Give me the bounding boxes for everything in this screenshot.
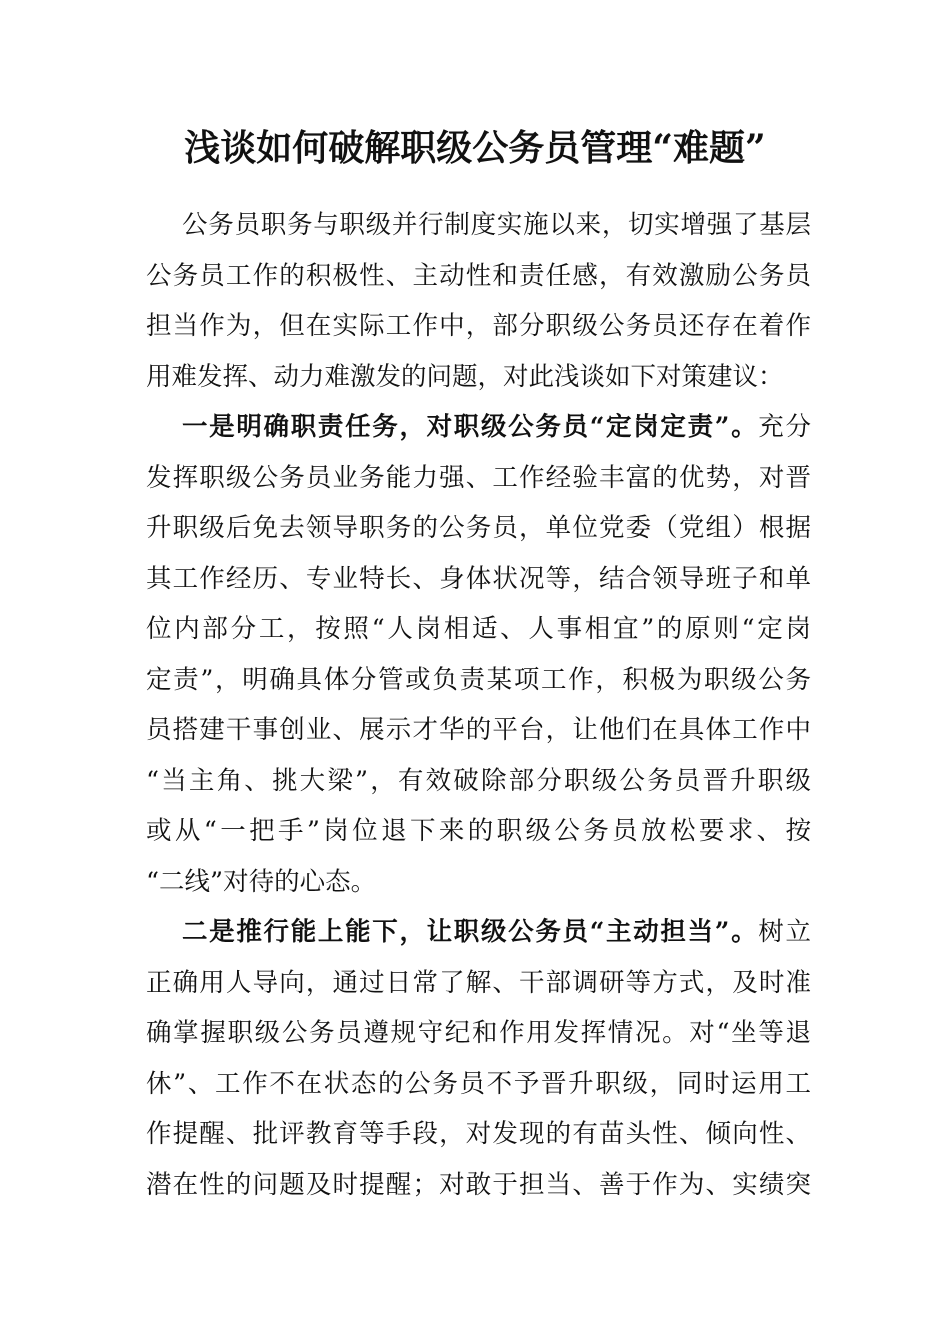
paragraph-2-line-8: “当主角、挑大梁”，有效破除部分职级公务员晋升职级 bbox=[146, 765, 811, 796]
paragraph-1-line-4: 用难发挥、动力难激发的问题，对此浅谈如下对策建议： bbox=[146, 361, 784, 392]
paragraph-2-line-3: 升职级后免去领导职务的公务员，单位党委（党组）根据 bbox=[146, 513, 811, 543]
paragraph-3-line-2: 正确用人导向，通过日常了解、干部调研等方式，及时准 bbox=[146, 967, 811, 998]
paragraph-2-line-10: “二线”对待的心态。 bbox=[146, 866, 377, 897]
paragraph-3-line-3: 确掌握职级公务员遵规守纪和作用发挥情况。对“坐等退 bbox=[146, 1018, 811, 1048]
document-body bbox=[146, 200, 811, 1210]
paragraph-2-line-5: 位内部分工，按照“人岗相适、人事相宜”的原则“定岗 bbox=[146, 614, 811, 644]
paragraph-1-line-2: 公务员工作的积极性、主动性和责任感，有效激励公务员 bbox=[146, 260, 811, 291]
document-title: 浅谈如何破解职级公务员管理“难题” bbox=[184, 127, 766, 169]
paragraph-3-line-6: 潜在性的问题及时提醒；对敢于担当、善于作为、实绩突 bbox=[146, 1169, 811, 1200]
paragraph-1-line-3: 担当作为，但在实际工作中，部分职级公务员还存在着作 bbox=[146, 311, 811, 341]
paragraph-1-line-1: 公务员职务与职级并行制度实施以来，切实增强了基层 bbox=[182, 210, 811, 240]
paragraph-2-line-6: 定责”，明确具体分管或负责某项工作，积极为职级公务 bbox=[146, 664, 811, 695]
paragraph-3-line-1 bbox=[146, 907, 811, 958]
paragraph-3-line-4: 休”、工作不在状态的公务员不予晋升职级，同时运用工 bbox=[146, 1068, 811, 1099]
paragraph-3-first-rest: 树立 bbox=[758, 917, 811, 947]
paragraph-2-line-4: 其工作经历、专业特长、身体状况等，结合领导班子和单 bbox=[146, 563, 811, 594]
paragraph-2-line-1 bbox=[146, 402, 811, 453]
paragraph-2-line-2: 发挥职级公务员业务能力强、工作经验丰富的优势，对晋 bbox=[146, 462, 811, 493]
paragraph-2-heading: 一是明确职责任务，对职级公务员“定岗定责”。 bbox=[182, 412, 759, 442]
paragraph-3-line-5: 作提醒、批评教育等手段，对发现的有苗头性、倾向性、 bbox=[146, 1119, 811, 1149]
paragraph-3-heading: 二是推行能上能下，让职级公务员“主动担当”。 bbox=[182, 917, 759, 947]
paragraph-2-line-7: 员搭建干事创业、展示才华的平台，让他们在具体工作中 bbox=[146, 715, 811, 745]
paragraph-2-first-rest: 充分 bbox=[758, 412, 811, 442]
paragraph-2-line-9: 或从“一把手”岗位退下来的职级公务员放松要求、按 bbox=[146, 816, 811, 846]
